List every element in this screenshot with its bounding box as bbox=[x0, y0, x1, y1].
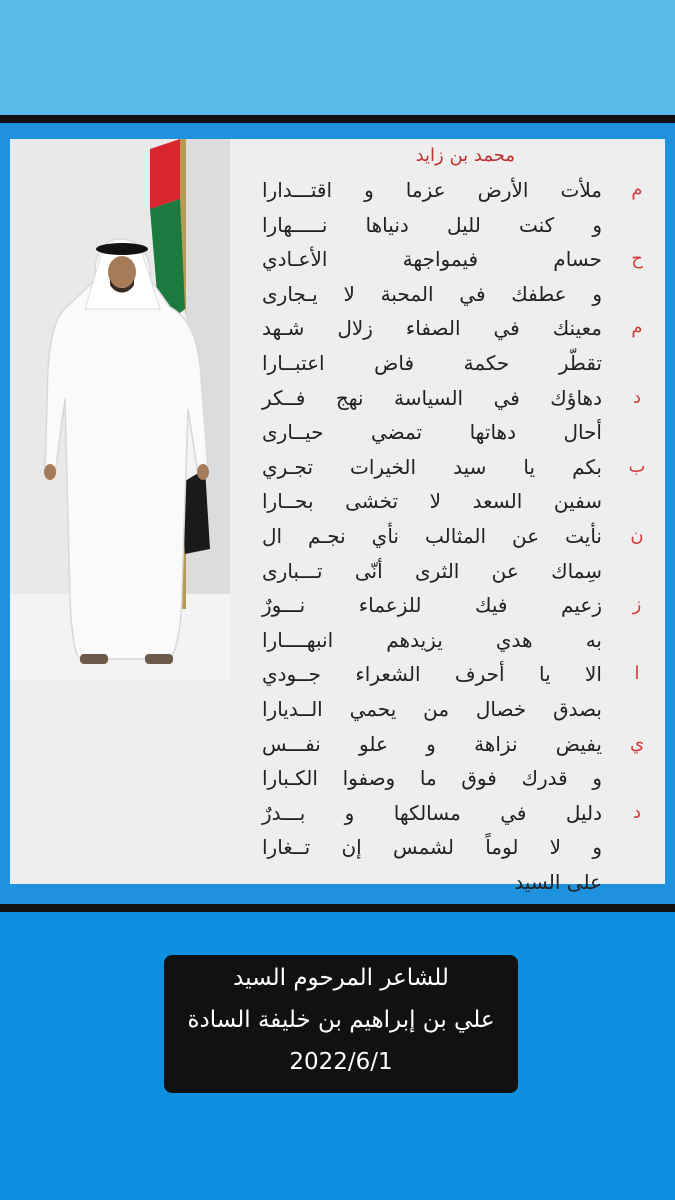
verse-row bbox=[230, 556, 665, 591]
verse-row bbox=[230, 417, 665, 452]
credit-box bbox=[164, 955, 518, 1093]
signature-row bbox=[230, 867, 665, 902]
verse-row bbox=[230, 798, 665, 833]
acrostic-letter: ن bbox=[630, 524, 644, 546]
acrostic-letter: د bbox=[632, 386, 641, 408]
acrostic-letter: ي bbox=[629, 732, 645, 754]
acrostic-letter: ح bbox=[631, 248, 643, 270]
verse-line: و قدرك فوق ما وصفوا الكـبارا bbox=[262, 766, 602, 791]
verse-row bbox=[230, 313, 665, 348]
verse-line: يفيض نزاهة و علو نفـــس bbox=[262, 731, 602, 756]
verse-line: حسام فيمواجهة الأعـادي bbox=[262, 247, 602, 272]
verse-line: تقطّر حكمة فاض اعتبــارا bbox=[262, 350, 602, 375]
verse-row bbox=[230, 452, 665, 487]
verse-line: ملأت الأرض عزما و اقتـــدارا bbox=[262, 178, 602, 202]
poem-body bbox=[230, 175, 665, 901]
acrostic-letter: م bbox=[631, 317, 643, 339]
credit-poet-label: للشاعر المرحوم السيد bbox=[233, 965, 449, 991]
portrait-figure bbox=[10, 139, 230, 680]
acrostic-letter: د bbox=[632, 801, 641, 823]
verse-line: بكم يا سيد الخيرات تجـري bbox=[262, 454, 602, 479]
verse-line: دليل في مسالكها و بـــدرٌ bbox=[262, 800, 602, 825]
portrait-photo bbox=[10, 139, 230, 680]
acrostic-letter: ز bbox=[632, 594, 642, 616]
verse-row bbox=[230, 832, 665, 867]
verse-line: معينك في الصفاء زلال شـهد bbox=[262, 316, 602, 341]
verse-line: و عطفك في المحبة لا يـجارى bbox=[262, 281, 602, 306]
verse-row bbox=[230, 625, 665, 660]
acrostic-letter: م bbox=[631, 179, 643, 200]
top-divider bbox=[0, 115, 675, 123]
verse-row bbox=[230, 763, 665, 798]
verse-row bbox=[230, 729, 665, 764]
verse-row bbox=[230, 279, 665, 314]
verse-row bbox=[230, 659, 665, 694]
verse-row bbox=[230, 348, 665, 383]
credit-date: 2022/6/1 bbox=[289, 1049, 393, 1075]
verse-line: أحال دهاتها تمضي حيــارى bbox=[262, 420, 602, 445]
verse-row bbox=[230, 210, 665, 245]
verse-line: به هدي يزيدهم انبهــــارا bbox=[262, 627, 602, 652]
verse-line: الا يا أحرف الشعراء جــودي bbox=[262, 662, 602, 687]
verse-row bbox=[230, 383, 665, 418]
top-band bbox=[0, 0, 675, 115]
poem-signature: على السيد bbox=[514, 869, 602, 894]
verse-row bbox=[230, 590, 665, 625]
verse-line: و كنت لليل دنياها نـــــهارا bbox=[262, 212, 602, 237]
verse-line: و لا لوماً لشمس إن تــغارا bbox=[262, 835, 602, 860]
verse-row bbox=[230, 175, 665, 210]
verse-line: نأيت عن المثالب نأي نجـم ال bbox=[262, 523, 602, 548]
verse-row bbox=[230, 521, 665, 556]
bottom-divider bbox=[0, 904, 675, 912]
verse-line: زعيم فيك للزعماء نـــورٌ bbox=[262, 593, 602, 618]
acrostic-letter: ا bbox=[634, 663, 640, 685]
verse-row bbox=[230, 694, 665, 729]
poem-card bbox=[10, 139, 665, 894]
acrostic-letter: ب bbox=[628, 455, 646, 477]
poem-title: محمد بن زايد bbox=[415, 145, 515, 166]
verse-line: سِماك عن الثرى أنّى تـــبارى bbox=[262, 558, 602, 583]
verse-row bbox=[230, 486, 665, 521]
verse-line: بصدق خصال من يحمي الــديارا bbox=[262, 696, 602, 721]
verse-line: دهاؤك في السياسة نهج فــكر bbox=[262, 385, 602, 410]
verse-row bbox=[230, 244, 665, 279]
verse-line: سفين السعد لا تخشى بحــارا bbox=[262, 489, 602, 514]
credit-poet-name: علي بن إبراهيم بن خليفة السادة bbox=[187, 1007, 495, 1033]
